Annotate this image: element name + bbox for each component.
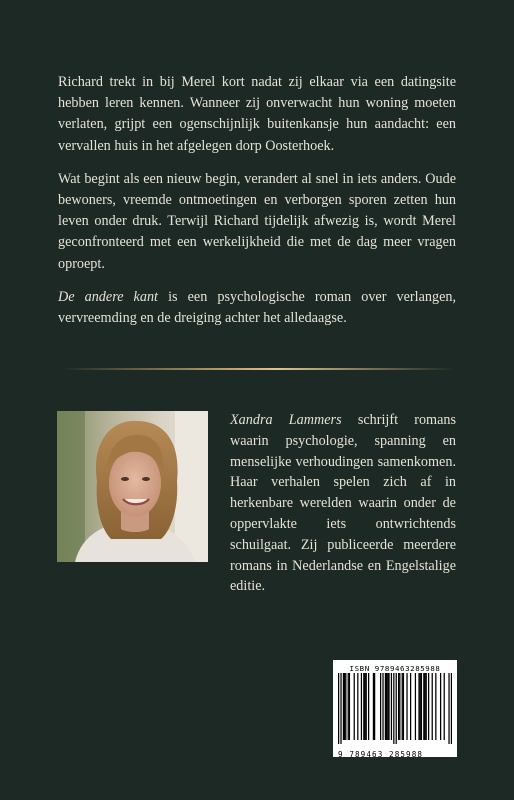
barcode-bar bbox=[399, 673, 400, 740]
barcode-bar bbox=[387, 673, 388, 740]
book-title: De andere kant bbox=[58, 288, 158, 305]
barcode-bar bbox=[354, 673, 355, 740]
barcode-bar bbox=[435, 673, 436, 740]
author-name: Xandra Lammers bbox=[230, 412, 342, 428]
barcode-bar bbox=[357, 673, 358, 740]
barcode-bar bbox=[386, 673, 387, 740]
back-cover-blurb bbox=[58, 72, 456, 341]
barcode-bars bbox=[338, 673, 452, 744]
barcode-bar bbox=[432, 673, 433, 740]
barcode-bar bbox=[361, 673, 362, 740]
barcode-bar bbox=[388, 673, 389, 740]
barcode-bar bbox=[440, 673, 441, 740]
barcode-bar bbox=[348, 673, 349, 740]
blurb-paragraph-1: Richard trekt in bij Merel kort nadat zij elkaar via een datingsite hebben leren kennen. Wanneer zij onverwacht hun woning moeten verlaten, grijpt een ogenschijnlijk buitenkansje hun aandacht: een vervallen huis in het afgelegen dorp Oosterhoek. bbox=[58, 74, 456, 154]
barcode-bar bbox=[451, 673, 452, 744]
barcode-bar bbox=[418, 673, 419, 740]
barcode-bar bbox=[406, 673, 407, 740]
gold-divider bbox=[60, 368, 455, 370]
barcode-bar bbox=[382, 673, 383, 740]
barcode-bar bbox=[344, 673, 345, 740]
barcode-bar bbox=[415, 673, 416, 740]
barcode-bar bbox=[349, 673, 350, 740]
author-bio-text: schrijft romans waarin psychologie, spanning en menselijke verhoudingen samenkomen. Haar verhalen spelen zich af in herkenbare werelden waarin onder de oppervlakte iets ontwrichtends schuilgaat. Zij publiceerde meerdere romans in Nederlandse en Engelstalige editie. bbox=[230, 412, 456, 595]
barcode-bar bbox=[424, 673, 425, 740]
barcode-bar bbox=[374, 673, 375, 740]
barcode-bar bbox=[448, 673, 449, 744]
barcode-bar bbox=[421, 673, 422, 740]
blurb-paragraph-2: Wat begint als een nieuw begin, verandert al snel in iets anders. Oude bewoners, vreemde ontmoetingen en verborgen sporen zetten hun leven onder druk. Terwijl Richard tijdelijk afwezig is, wordt Merel geconfronteerd met een werkelijkheid die met de dag meer vragen oproept. bbox=[58, 170, 456, 272]
blurb-paragraph-3-text: is een psychologische roman over verlangen, vervreemding en de dreiging achter het alledaagse. bbox=[58, 288, 457, 327]
barcode-bar bbox=[380, 673, 381, 740]
barcode-bar bbox=[444, 673, 445, 740]
barcode-bar bbox=[391, 673, 392, 740]
blurb-paragraph-3 bbox=[58, 287, 456, 329]
barcode-bar bbox=[396, 673, 397, 744]
barcode-bar bbox=[402, 673, 403, 740]
barcode-bar bbox=[423, 673, 424, 740]
barcode-bar bbox=[426, 673, 427, 740]
barcode-bar bbox=[398, 673, 399, 740]
barcode-bar bbox=[363, 673, 364, 740]
barcode-bar bbox=[338, 673, 339, 744]
barcode-bar bbox=[364, 673, 365, 740]
barcode-bar bbox=[428, 673, 429, 740]
author-photo bbox=[57, 411, 208, 562]
barcode-bar bbox=[420, 673, 421, 740]
barcode-bar bbox=[373, 673, 374, 740]
barcode-bar bbox=[368, 673, 369, 740]
author-bio bbox=[230, 410, 456, 597]
barcode-digits: 9 789463 285988 bbox=[338, 750, 424, 759]
barcode-bar bbox=[393, 673, 394, 744]
isbn-barcode bbox=[333, 660, 457, 757]
barcode-bar bbox=[340, 673, 341, 744]
barcode-bar bbox=[385, 673, 386, 740]
barcode-bar bbox=[366, 673, 367, 740]
barcode-bar bbox=[403, 673, 404, 740]
barcode-bar bbox=[343, 673, 344, 740]
barcode-bar bbox=[410, 673, 411, 740]
barcode-bar bbox=[345, 673, 346, 740]
isbn-label: ISBN 9789463285988 bbox=[349, 664, 441, 673]
